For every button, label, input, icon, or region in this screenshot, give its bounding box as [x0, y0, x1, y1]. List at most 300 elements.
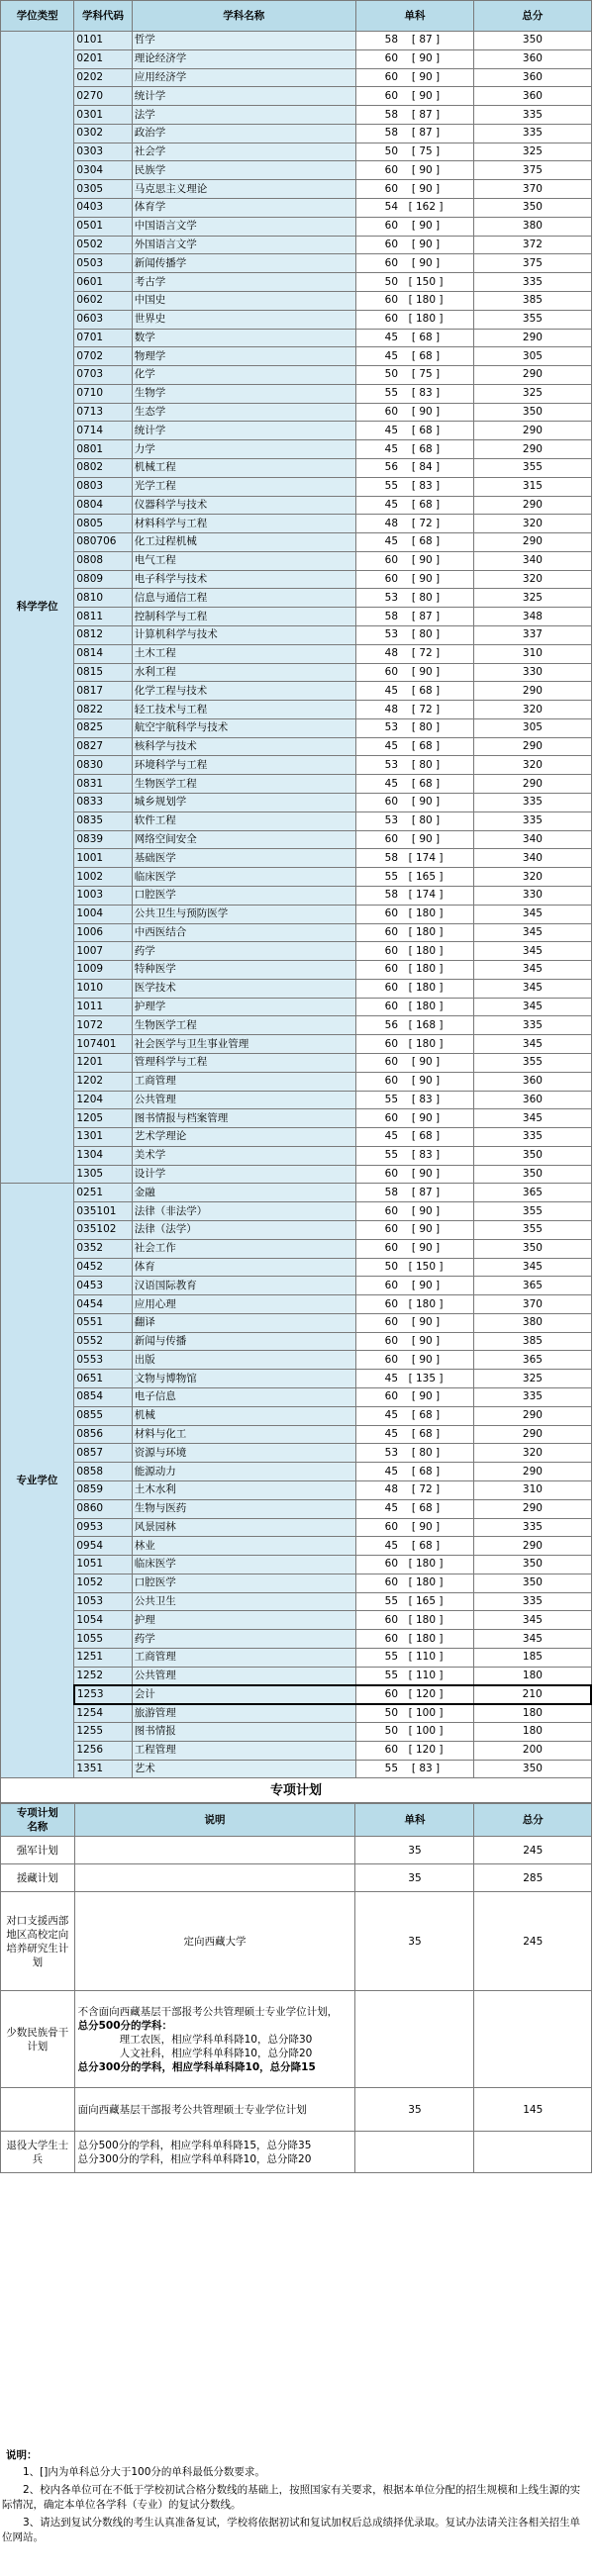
total-score: 180 [474, 1723, 591, 1742]
single-score-bracket: [ 87 ] [411, 1186, 441, 1198]
total-score: 345 [474, 961, 591, 980]
plan-description-line: 理工农医，相应学科单科降10，总分降30 [77, 2033, 313, 2046]
subject-code: 0803 [74, 477, 132, 496]
plan-description-line: 定向西藏大学 [183, 1935, 247, 1948]
subject-name: 城乡规划学 [132, 794, 355, 812]
single-score: 55 [384, 1595, 399, 1608]
total-score: 360 [474, 49, 591, 68]
subject-code: 035101 [74, 1202, 132, 1221]
single-score-cell [355, 1667, 474, 1685]
subject-name: 艺术 [132, 1760, 355, 1778]
single-score-bracket: [ 120 ] [408, 1687, 444, 1700]
total-score: 305 [474, 718, 591, 737]
single-score-bracket: [ 90 ] [411, 89, 441, 102]
table-row [1, 886, 592, 905]
plan-description [74, 1991, 355, 2088]
special-plan-header-row [1, 1804, 592, 1837]
main-table-body [1, 32, 592, 1778]
single-score-bracket: [ 100 ] [408, 1706, 444, 1719]
subject-code: 0835 [74, 811, 132, 830]
single-score-cell [355, 273, 474, 292]
total-score: 340 [474, 849, 591, 868]
subject-code: 0812 [74, 626, 132, 645]
single-score: 60 [384, 554, 399, 567]
single-score: 48 [384, 1483, 399, 1496]
subject-name: 社会工作 [132, 1239, 355, 1258]
single-score-cell [355, 868, 474, 887]
single-score-cell [355, 756, 474, 775]
single-score: 53 [384, 814, 399, 827]
single-score-cell [355, 1332, 474, 1351]
table-row [1, 236, 592, 254]
single-score-bracket: [ 90 ] [411, 70, 441, 83]
total-score: 360 [474, 1091, 591, 1109]
special-header-total: 总分 [474, 1804, 592, 1837]
table-row [1, 775, 592, 794]
single-score: 60 [384, 796, 399, 809]
single-score: 60 [384, 1223, 399, 1236]
subject-name: 医学技术 [132, 979, 355, 998]
table-row [1, 626, 592, 645]
header-name: 学科名称 [132, 1, 355, 32]
total-score: 335 [474, 1128, 591, 1147]
single-score: 45 [384, 535, 399, 548]
subject-name: 生物医学工程 [132, 1016, 355, 1035]
subject-name: 生态学 [132, 403, 355, 422]
table-row [1, 143, 592, 161]
single-score-cell [355, 1444, 474, 1463]
table-row [1, 551, 592, 570]
subject-code: 1051 [74, 1556, 132, 1574]
table-row [1, 756, 592, 775]
table-row [1, 1295, 592, 1314]
subject-name: 体育学 [132, 199, 355, 218]
plan-name [1, 2088, 75, 2132]
subject-name: 材料科学与工程 [132, 515, 355, 533]
total-score: 320 [474, 515, 591, 533]
subject-name: 法律（非法学） [132, 1202, 355, 1221]
subject-name: 公共卫生 [132, 1592, 355, 1611]
single-score-cell [355, 533, 474, 552]
subject-code: 0857 [74, 1444, 132, 1463]
single-score-cell [355, 1425, 474, 1444]
table-row [1, 1648, 592, 1667]
subject-code: 0651 [74, 1370, 132, 1388]
degree-type-cell: 科学学位 [1, 32, 74, 1184]
single-score-bracket: [ 174 ] [408, 889, 444, 902]
subject-code: 0839 [74, 830, 132, 849]
total-score: 290 [474, 1463, 591, 1481]
subject-name: 软件工程 [132, 811, 355, 830]
single-score-bracket: [ 120 ] [408, 1744, 444, 1757]
table-row [1, 1611, 592, 1630]
table-row [1, 1165, 592, 1184]
plan-total: 245 [474, 1837, 592, 1864]
table-row [1, 477, 592, 496]
total-score: 185 [474, 1648, 591, 1667]
single-score: 60 [384, 665, 399, 678]
single-score-bracket: [ 90 ] [411, 554, 441, 567]
subject-name: 化学工程与技术 [132, 682, 355, 701]
main-table-header-row [1, 1, 592, 32]
table-row [1, 1016, 592, 1035]
single-score-bracket: [ 68 ] [411, 349, 441, 362]
total-score: 335 [474, 811, 591, 830]
single-score: 58 [384, 34, 399, 47]
single-score-cell [355, 236, 474, 254]
table-row [1, 718, 592, 737]
single-score-cell [355, 663, 474, 682]
table-row [1, 1239, 592, 1258]
single-score: 60 [384, 1613, 399, 1626]
subject-code: 035102 [74, 1221, 132, 1240]
total-score: 320 [474, 868, 591, 887]
single-score-bracket: [ 80 ] [411, 721, 441, 734]
total-score: 360 [474, 1072, 591, 1091]
subject-code: 0814 [74, 644, 132, 663]
single-score: 60 [384, 256, 399, 269]
table-row [1, 496, 592, 515]
subject-name: 法学 [132, 106, 355, 125]
plan-single: 35 [355, 1892, 474, 1991]
plan-single: 35 [355, 1837, 474, 1864]
single-score-cell [355, 1406, 474, 1425]
single-score: 53 [384, 628, 399, 641]
subject-code: 107401 [74, 1035, 132, 1054]
single-score-cell [355, 1277, 474, 1295]
single-score-bracket: [ 162 ] [408, 201, 444, 214]
subject-code: 1252 [74, 1667, 132, 1685]
table-row [1, 458, 592, 477]
single-score: 60 [384, 406, 399, 419]
total-score: 325 [474, 589, 591, 608]
single-score-cell [355, 1202, 474, 1221]
single-score: 60 [384, 220, 399, 233]
single-score: 45 [384, 331, 399, 343]
total-score: 345 [474, 905, 591, 923]
single-score: 45 [384, 1502, 399, 1515]
single-score-cell [355, 1295, 474, 1314]
table-row [1, 1146, 592, 1165]
single-score-bracket: [ 68 ] [411, 684, 441, 697]
total-score: 355 [474, 1053, 591, 1072]
subject-name: 公共管理 [132, 1091, 355, 1109]
subject-name: 考古学 [132, 273, 355, 292]
single-score-bracket: [ 83 ] [411, 1763, 441, 1775]
table-row [1, 1537, 592, 1556]
single-score: 45 [384, 1465, 399, 1478]
subject-name: 口腔医学 [132, 886, 355, 905]
subject-name: 土木水利 [132, 1480, 355, 1499]
single-score-bracket: [ 87 ] [411, 610, 441, 622]
single-score-cell [355, 1165, 474, 1184]
table-row [1, 254, 592, 273]
table-row [1, 1704, 592, 1723]
subject-code: 0855 [74, 1406, 132, 1425]
single-score-cell [355, 458, 474, 477]
total-score: 370 [474, 1295, 591, 1314]
single-score-cell [355, 1537, 474, 1556]
plan-name: 退役大学生士兵 [1, 2132, 75, 2173]
table-row [1, 1184, 592, 1202]
single-score: 60 [384, 1316, 399, 1329]
plan-description-line: 总分300分的学科，相应学科单科降10，总分降20 [77, 2152, 312, 2165]
single-score-cell [355, 718, 474, 737]
subject-code: 1001 [74, 849, 132, 868]
subject-code: 0833 [74, 794, 132, 812]
single-score: 60 [384, 573, 399, 586]
single-score-bracket: [ 68 ] [411, 1427, 441, 1440]
single-score: 45 [384, 740, 399, 753]
single-score-bracket: [ 90 ] [411, 256, 441, 269]
subject-code: 1255 [74, 1723, 132, 1742]
single-score-cell [355, 180, 474, 199]
total-score: 210 [474, 1685, 591, 1704]
table-row [1, 1277, 592, 1295]
single-score: 60 [384, 925, 399, 938]
special-plan-body [1, 1837, 592, 2173]
single-score: 58 [384, 610, 399, 622]
subject-code: 1304 [74, 1146, 132, 1165]
total-score: 335 [474, 1016, 591, 1035]
single-score: 58 [384, 851, 399, 864]
table-row [1, 49, 592, 68]
subject-code: 1201 [74, 1053, 132, 1072]
plan-single: 35 [355, 2088, 474, 2132]
single-score-bracket: [ 80 ] [411, 814, 441, 827]
subject-code: 0859 [74, 1480, 132, 1499]
total-score: 335 [474, 1518, 591, 1537]
subject-code: 1007 [74, 942, 132, 961]
single-score-bracket: [ 180 ] [408, 907, 444, 920]
subject-code: 0713 [74, 403, 132, 422]
subject-name: 工程管理 [132, 1741, 355, 1760]
table-row [1, 403, 592, 422]
single-score: 60 [384, 89, 399, 102]
subject-name: 物理学 [132, 347, 355, 366]
subject-name: 体育 [132, 1258, 355, 1277]
single-score: 53 [384, 721, 399, 734]
single-score-cell [355, 291, 474, 310]
table-row [1, 533, 592, 552]
single-score-bracket: [ 72 ] [411, 647, 441, 660]
table-row [1, 663, 592, 682]
single-score-bracket: [ 80 ] [411, 628, 441, 641]
single-score: 55 [384, 1763, 399, 1775]
subject-code: 1054 [74, 1611, 132, 1630]
total-score: 380 [474, 217, 591, 236]
single-score: 45 [384, 442, 399, 455]
single-score-cell [355, 384, 474, 403]
single-score-cell [355, 1388, 474, 1407]
single-score-bracket: [ 180 ] [408, 1576, 444, 1589]
single-score-cell [355, 124, 474, 143]
total-score: 335 [474, 794, 591, 812]
single-score: 50 [384, 1725, 399, 1738]
total-score: 370 [474, 180, 591, 199]
single-score: 60 [384, 1632, 399, 1645]
subject-code: 0551 [74, 1313, 132, 1332]
plan-total: 145 [474, 2088, 592, 2132]
subject-code: 0301 [74, 106, 132, 125]
subject-code: 0808 [74, 551, 132, 570]
total-score: 310 [474, 1480, 591, 1499]
single-score: 60 [384, 294, 399, 307]
single-score-bracket: [ 87 ] [411, 127, 441, 140]
subject-name: 机械工程 [132, 458, 355, 477]
total-score: 320 [474, 756, 591, 775]
table-row [1, 1741, 592, 1760]
single-score-bracket: [ 90 ] [411, 52, 441, 65]
single-score-bracket: [ 90 ] [411, 1316, 441, 1329]
single-score-cell [355, 1035, 474, 1054]
subject-name: 网络空间安全 [132, 830, 355, 849]
total-score: 350 [474, 1574, 591, 1592]
single-score-bracket: [ 72 ] [411, 703, 441, 716]
single-score-bracket: [ 90 ] [411, 163, 441, 176]
single-score-cell [355, 1592, 474, 1611]
subject-code: 0856 [74, 1425, 132, 1444]
total-score: 365 [474, 1184, 591, 1202]
table-row [1, 1685, 592, 1704]
table-row [1, 1760, 592, 1778]
single-score-bracket: [ 68 ] [411, 777, 441, 790]
single-score: 60 [384, 1056, 399, 1069]
subject-code: 0817 [74, 682, 132, 701]
single-score-cell [355, 551, 474, 570]
subject-code: 1253 [74, 1685, 132, 1704]
plan-total: 285 [474, 1864, 592, 1892]
total-score: 350 [474, 32, 591, 50]
table-row [1, 1425, 592, 1444]
single-score: 53 [384, 1446, 399, 1459]
total-score: 345 [474, 1035, 591, 1054]
single-score-cell [355, 254, 474, 273]
single-score-bracket: [ 90 ] [411, 1111, 441, 1124]
subject-code: 0809 [74, 570, 132, 589]
plan-description-line: 总分500分的学科，相应学科单科降15，总分降35 [77, 2139, 312, 2151]
single-score-bracket: [ 80 ] [411, 758, 441, 771]
subject-code: 1301 [74, 1128, 132, 1147]
plan-name: 强军计划 [1, 1837, 75, 1864]
single-score: 60 [384, 163, 399, 176]
plan-description [74, 2088, 355, 2132]
table-row [1, 961, 592, 980]
subject-name: 航空宇航科学与技术 [132, 718, 355, 737]
single-score-cell [355, 1184, 474, 1202]
subject-name: 中西医结合 [132, 923, 355, 942]
table-row [1, 608, 592, 626]
subject-code: 0304 [74, 161, 132, 180]
table-row [1, 1128, 592, 1147]
single-score-bracket: [ 90 ] [411, 1390, 441, 1403]
total-score: 290 [474, 1425, 591, 1444]
subject-code: 0825 [74, 718, 132, 737]
single-score: 50 [384, 1260, 399, 1273]
subject-code: 1006 [74, 923, 132, 942]
subject-name: 工商管理 [132, 1072, 355, 1091]
table-row [1, 1258, 592, 1277]
single-score-cell [355, 1128, 474, 1147]
subject-name: 出版 [132, 1351, 355, 1370]
single-score-bracket: [ 90 ] [411, 1242, 441, 1255]
subject-code: 0453 [74, 1277, 132, 1295]
special-plan-row [1, 2132, 592, 2173]
subject-name: 社会医学与卫生事业管理 [132, 1035, 355, 1054]
single-score: 55 [384, 1669, 399, 1681]
subject-name: 文物与博物馆 [132, 1370, 355, 1388]
single-score: 45 [384, 1372, 399, 1384]
single-score: 60 [384, 1037, 399, 1050]
table-row [1, 310, 592, 329]
subject-code: 0831 [74, 775, 132, 794]
single-score: 60 [384, 1520, 399, 1533]
single-score-bracket: [ 180 ] [408, 1037, 444, 1050]
subject-code: 1204 [74, 1091, 132, 1109]
subject-name: 公共管理 [132, 1667, 355, 1685]
subject-name: 土木工程 [132, 644, 355, 663]
table-row [1, 347, 592, 366]
single-score-cell [355, 849, 474, 868]
table-row [1, 737, 592, 756]
single-score-cell [355, 775, 474, 794]
single-score-bracket: [ 180 ] [408, 294, 444, 307]
single-score-cell [355, 1556, 474, 1574]
subject-code: 0452 [74, 1258, 132, 1277]
single-score-bracket: [ 68 ] [411, 1409, 441, 1422]
table-row [1, 923, 592, 942]
single-score-bracket: [ 68 ] [411, 1465, 441, 1478]
plan-total: 245 [474, 1892, 592, 1991]
single-score: 48 [384, 517, 399, 529]
subject-name: 生物医学工程 [132, 775, 355, 794]
single-score: 55 [384, 1651, 399, 1664]
single-score: 60 [384, 313, 399, 326]
single-score: 45 [384, 498, 399, 511]
single-score: 55 [384, 1093, 399, 1105]
table-row [1, 868, 592, 887]
total-score: 350 [474, 1760, 591, 1778]
total-score: 350 [474, 1556, 591, 1574]
subject-name: 民族学 [132, 161, 355, 180]
single-score-bracket: [ 68 ] [411, 535, 441, 548]
total-score: 355 [474, 458, 591, 477]
special-plan-row [1, 1864, 592, 1892]
single-score-cell [355, 1611, 474, 1630]
subject-name: 统计学 [132, 422, 355, 440]
single-score-bracket: [ 72 ] [411, 1483, 441, 1496]
subject-name: 风景园林 [132, 1518, 355, 1537]
total-score: 335 [474, 273, 591, 292]
subject-code: 0811 [74, 608, 132, 626]
plan-description [74, 1837, 355, 1864]
plan-single: 35 [355, 1864, 474, 1892]
subject-code: 1011 [74, 998, 132, 1016]
total-score: 330 [474, 886, 591, 905]
single-score: 45 [384, 1539, 399, 1552]
single-score: 58 [384, 108, 399, 121]
table-row [1, 811, 592, 830]
table-row [1, 1406, 592, 1425]
single-score-bracket: [ 68 ] [411, 424, 441, 436]
subject-name: 临床医学 [132, 868, 355, 887]
single-score-cell [355, 310, 474, 329]
subject-name: 公共卫生与预防医学 [132, 905, 355, 923]
header-code: 学科代码 [74, 1, 132, 32]
subject-code: 1055 [74, 1630, 132, 1649]
total-score: 290 [474, 440, 591, 459]
subject-code: 1254 [74, 1704, 132, 1723]
